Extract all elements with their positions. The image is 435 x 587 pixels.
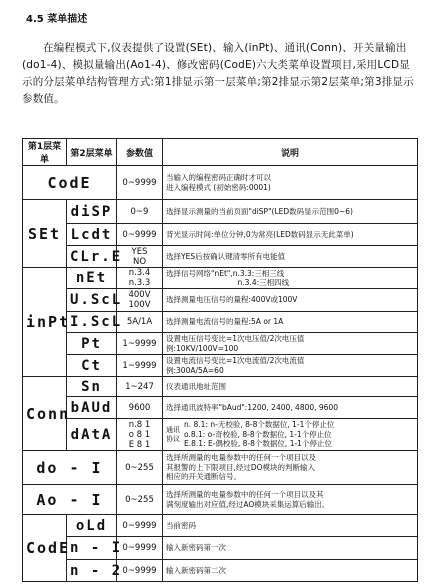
table-row bbox=[23, 289, 418, 312]
param-value-cell: 0~255 bbox=[117, 485, 163, 515]
param-value-cell: 0~9999 bbox=[117, 560, 163, 582]
table-row bbox=[23, 377, 418, 397]
menu-level-1-cell: SEt bbox=[23, 200, 67, 268]
table-row bbox=[23, 246, 418, 268]
param-value-cell: 0~9 bbox=[117, 200, 163, 224]
table-row bbox=[23, 268, 418, 289]
param-value-cell: 1~9999 bbox=[117, 355, 163, 377]
param-value-cell: 0~9999 bbox=[117, 537, 163, 560]
header-menu-level-1: 第1层菜单 bbox=[23, 139, 67, 166]
section-title: 4.5 菜单描述 bbox=[26, 14, 88, 25]
description-cell: 设置电流信号变比=1次电流值/2次电流值 例:300A/5A=60 bbox=[163, 355, 418, 377]
param-value-cell: 9600 bbox=[117, 397, 163, 419]
menu-level-2-cell: I.ScL bbox=[67, 312, 117, 333]
description-cell: 选择测量电压信号的量程:400V或100V bbox=[163, 289, 418, 312]
param-value-cell: 0~9999 bbox=[117, 224, 163, 246]
param-value-cell: n.8 1 o 8 1 E 8 1 bbox=[117, 419, 163, 451]
description-cell: 输入新密码第一次 bbox=[163, 537, 418, 560]
description-cell: 当输入的编程密码正确时才可以 进入编程模式 (初始密码:0001) bbox=[163, 166, 418, 200]
description-cell: 仪表通讯地址范围 bbox=[163, 377, 418, 397]
param-value-cell: 1~9999 bbox=[117, 333, 163, 355]
table-row bbox=[23, 397, 418, 419]
menu-level-2-cell: Lcdt bbox=[67, 224, 117, 246]
header-description: 说明 bbox=[163, 139, 418, 166]
description-cell: 设置电压信号变比=1次电压值/2次电压值 例:10KV/100V=100 bbox=[163, 333, 418, 355]
menu-level-1-cell: CodE bbox=[23, 515, 67, 582]
table-row bbox=[23, 451, 418, 485]
table-row bbox=[23, 485, 418, 515]
menu-level-2-cell: n - 2 bbox=[67, 560, 117, 582]
description-cell: 选择所测量的电量参数中的任何一个项目以及 其报警的上下限项目,经过DO模块的判断输入 相应的开关通断信号。 bbox=[163, 451, 418, 485]
menu-level-2-cell: Sn bbox=[67, 377, 117, 397]
menu-level-2-cell: Ct bbox=[67, 355, 117, 377]
param-value-cell: 400V 100V bbox=[117, 289, 163, 312]
param-value-cell: 5A/1A bbox=[117, 312, 163, 333]
table-row bbox=[23, 515, 418, 537]
param-value-cell: n.3.4 n.3.3 bbox=[117, 268, 163, 289]
table-row bbox=[23, 560, 418, 582]
description-cell: 选择显示测量的当前页面"diSP"(LED数码显示范围0~6) bbox=[163, 200, 418, 224]
menu-level-2-cell: U.ScL bbox=[67, 289, 117, 312]
menu-level-2-cell: diSP bbox=[67, 200, 117, 224]
menu-level-1-cell: do - I bbox=[23, 451, 117, 485]
menu-level-2-cell: Pt bbox=[67, 333, 117, 355]
table-row bbox=[23, 200, 418, 224]
description-cell: 背光显示时间:单位分钟,0为常亮(LED数码显示无此菜单) bbox=[163, 224, 418, 246]
table-row bbox=[23, 419, 418, 451]
param-value-cell: 0~255 bbox=[117, 451, 163, 485]
description-cell: 输入新密码第二次 bbox=[163, 560, 418, 582]
menu-level-1-cell: Conn bbox=[23, 377, 67, 451]
table-row bbox=[23, 537, 418, 560]
description-cell: 选择信号网络"nEt",n.3.3:三相三线 n.3.4:三相四线 bbox=[163, 268, 418, 289]
menu-level-2-cell: nEt bbox=[67, 268, 117, 289]
menu-level-2-cell: bAUd bbox=[67, 397, 117, 419]
header-param: 参数值 bbox=[117, 139, 163, 166]
param-value-cell: 1~247 bbox=[117, 377, 163, 397]
intro-paragraph: 在编程模式下,仪表提供了设置(SEt)、输入(inPt)、通讯(Conn)、开关量输出(do1-4)、模拟量输出(Ao1-4)、修改密码(CodE)六大类菜单设置项目,采用LCD显示的分层菜单结构管理方式:第1排显示第一层菜单;第2排显示第2层菜单;第3排显示参数值。 bbox=[22, 42, 414, 105]
menu-level-1-cell: CodE bbox=[23, 166, 117, 200]
menu-level-1-cell: inPt bbox=[23, 268, 67, 377]
table-header-row bbox=[23, 139, 418, 166]
description-cell: 选择测量电流信号的量程:5A or 1A bbox=[163, 312, 418, 333]
menu-level-2-cell: oLd bbox=[67, 515, 117, 537]
menu-level-2-cell: CLr.E bbox=[67, 246, 117, 268]
protocol-label: 通讯 协议 bbox=[166, 425, 180, 443]
table-row bbox=[23, 355, 418, 377]
description-cell: 选择所测量的电量参数中的任何一个项目以及其 满刻度输出对应值,经过AO模块采集运算后输出。 bbox=[163, 485, 418, 515]
description-cell: 选择YES后按确认键清零所有电能值 bbox=[163, 246, 418, 268]
table-row bbox=[23, 224, 418, 246]
menu-level-1-cell: Ao - I bbox=[23, 485, 117, 515]
table-row bbox=[23, 166, 418, 200]
header-menu-level-2: 第2层菜单 bbox=[67, 139, 117, 166]
menu-table bbox=[22, 138, 418, 582]
description-cell: 选择通讯波特率"bAud":1200, 2400, 4800, 9600 bbox=[163, 397, 418, 419]
param-value-cell: 0~9999 bbox=[117, 166, 163, 200]
param-value-cell: 0~9999 bbox=[117, 515, 163, 537]
menu-level-2-cell: dAtA bbox=[67, 419, 117, 451]
description-cell: 当前密码 bbox=[163, 515, 418, 537]
menu-level-2-cell: n - I bbox=[67, 537, 117, 560]
table-row bbox=[23, 312, 418, 333]
table-row bbox=[23, 333, 418, 355]
description-cell: 通讯 协议 n. 8.1: n-无校验, 8-8个数据位, 1-1个停止位 o.8.1: o-奇校验, 8-8个数据位, 1-1个停止位 E.8.1: E-偶校验, 8-8个数据位, 1-1个停止位 bbox=[163, 419, 418, 451]
param-value-cell: YES NO bbox=[117, 246, 163, 268]
